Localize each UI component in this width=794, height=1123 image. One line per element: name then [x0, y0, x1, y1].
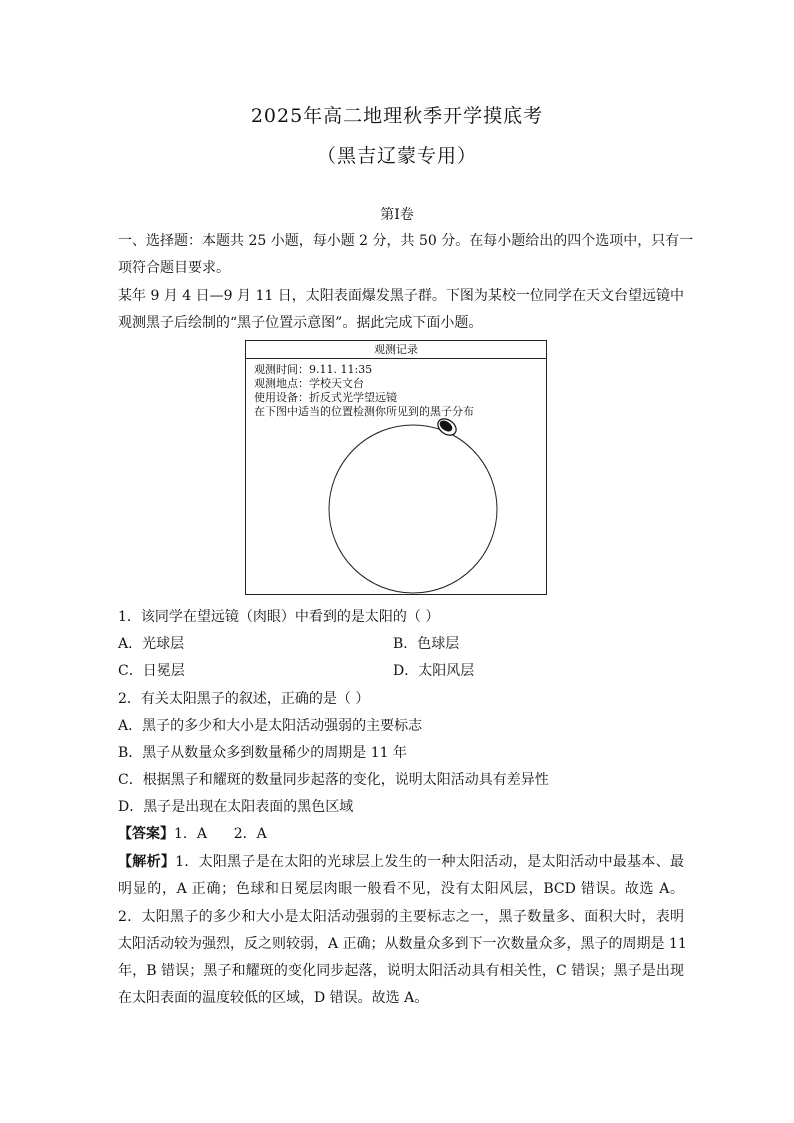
question-2-stem: 2．有关太阳黑子的叙述，正确的是（ ）	[118, 691, 370, 707]
question-2-option-d: D．黑子是出现在太阳表面的黑色区域	[118, 799, 354, 815]
figure-line-time: 观测时间：9.11. 11:35	[254, 363, 373, 376]
instruction-line-1: 一、选择题：本题共 25 小题，每小题 2 分，共 50 分。在每小题给出的四个选项中，只有一	[118, 233, 694, 249]
analysis-line-5: 年，B 错误；黑子和耀斑的变化同步起落，说明太阳活动具有相关性，C 错误；黑子是出现	[118, 963, 684, 979]
analysis-line-3: 2．太阳黑子的多少和大小是太阳活动强弱的主要标志之一，黑子数量多、面积大时，表明	[118, 909, 684, 925]
answer-label: 【答案】	[118, 826, 174, 842]
question-1-option-c: C．日冕层	[118, 663, 185, 679]
question-1-stem: 1．该同学在望远镜（肉眼）中看到的是太阳的（ ）	[118, 609, 440, 625]
analysis-line-2: 明显的，A 正确；色球和日冕层肉眼一般看不见，没有太阳风层，BCD 错误。故选 A。	[118, 881, 684, 897]
question-1-option-b: B．色球层	[393, 636, 460, 652]
passage-line-1: 某年 9 月 4 日—9 月 11 日，太阳表面爆发黑子群。下图为某校一位同学在天文台望远镜中	[118, 288, 684, 304]
analysis-line-1	[118, 851, 684, 871]
passage-line-2: 观测黑子后绘制的“黑子位置示意图”。据此完成下面小题。	[118, 315, 483, 331]
figure-header: 观测记录	[246, 341, 546, 359]
page-subtitle: （黑吉辽蒙专用）	[316, 145, 477, 167]
page-title: 2025年高二地理秋季开学摸底考	[250, 105, 544, 127]
figure-line-equipment: 使用设备：折反式光学望远镜	[254, 391, 397, 404]
analysis-line-6: 在太阳表面的温度较低的区域，D 错误。故选 A。	[118, 990, 429, 1006]
figure-line-location: 观测地点：学校天文台	[254, 377, 364, 390]
sun-disk	[329, 425, 497, 593]
question-1-option-d: D．太阳风层	[393, 663, 475, 679]
analysis-line-4: 太阳活动较为强烈，反之则较弱，A 正确；从数量众多到下一次数量众多，黑子的周期是 11	[118, 936, 687, 952]
analysis-text-1: 1．太阳黑子是在太阳的光球层上发生的一种太阳活动，是太阳活动中最基本、最	[175, 854, 685, 870]
observation-record-figure	[245, 340, 547, 595]
analysis-label: 【解析】	[118, 854, 176, 870]
instruction-line-2: 项符合题目要求。	[118, 260, 230, 276]
question-1-option-a: A．光球层	[118, 636, 185, 652]
section-heading: 第Ⅰ卷	[380, 207, 414, 223]
question-2-option-c: C．根据黑子和耀斑的数量同步起落的变化，说明太阳活动具有差异性	[118, 772, 549, 788]
figure-line-instruction: 在下图中适当的位置检测你所见到的黑子分布	[254, 405, 474, 418]
answer-line	[118, 823, 684, 843]
answer-text: 1．A 2．A	[174, 826, 267, 842]
sunspot-group	[435, 416, 459, 439]
question-2-option-b: B．黑子从数量众多到数量稀少的周期是 11 年	[118, 745, 408, 761]
sun-disk-diagram	[246, 341, 546, 594]
question-2-option-a: A．黑子的多少和大小是太阳活动强弱的主要标志	[118, 718, 423, 734]
